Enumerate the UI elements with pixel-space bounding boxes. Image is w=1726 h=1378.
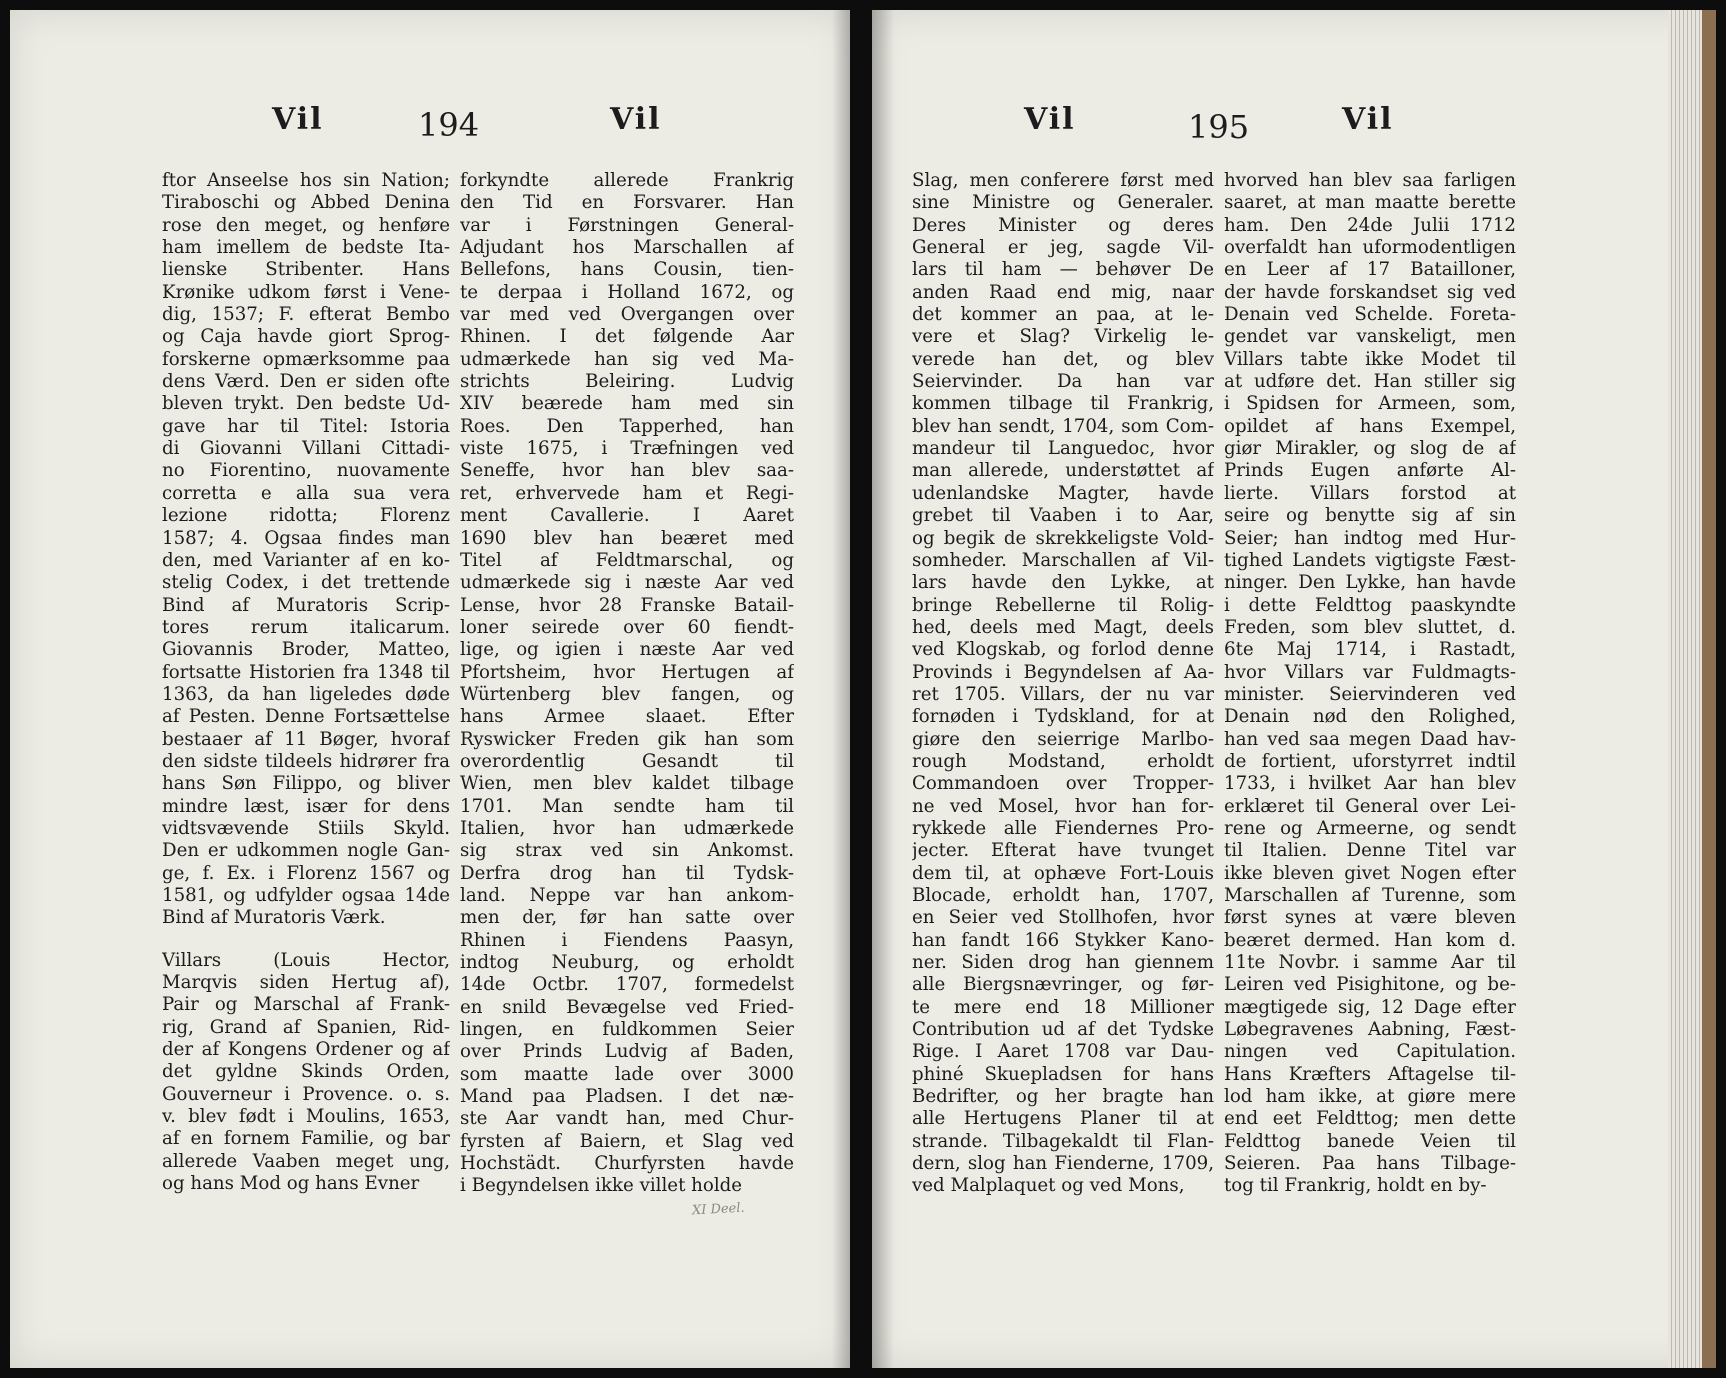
text-line: Bedrifter, og her bragte han <box>912 1086 1214 1108</box>
text-line: rig, Grand af Spanien, Rid- <box>162 1016 450 1038</box>
page-number: 194 <box>418 106 480 144</box>
text-line: somheder. Marschallen af Vil- <box>912 549 1214 571</box>
text-line: Seiervinder. Da han var <box>912 371 1214 393</box>
text-line: jecter. Efterat have tvunget <box>912 840 1214 862</box>
text-line: lienske Stribenter. Hans <box>162 259 450 281</box>
text-line: Lense, hvor 28 Franske Batail- <box>460 594 794 616</box>
page-edges <box>1668 10 1716 1368</box>
text-line: Gouverneur i Provence. o. s. <box>162 1083 450 1105</box>
text-line: dem til, at ophæve Fort-Louis <box>912 862 1214 884</box>
text-line: det kommer an paa, at le- <box>912 304 1214 326</box>
text-line: gave har til Titel: Istoria <box>162 415 450 437</box>
text-line: grebet til Vaaben i to Aar, <box>912 505 1214 527</box>
text-line: Marqvis siden Hertug af), <box>162 972 450 994</box>
text-line: beæret dermed. Han kom d. <box>1224 929 1516 951</box>
text-line: over Prinds Ludvig af Baden, <box>460 1041 794 1063</box>
text-line: Tiraboschi og Abbed Denina <box>162 192 450 214</box>
text-line: ret 1705. Villars, der nu var <box>912 683 1214 705</box>
text-line: tores rerum italicarum. <box>162 616 450 638</box>
paragraph-gap <box>162 930 450 950</box>
text-line: Seieren. Paa hans Tilbage- <box>1224 1153 1516 1175</box>
text-line: Feldttog banede Veien til <box>1224 1130 1516 1152</box>
text-line: ham imellem de bedste Ita- <box>162 237 450 259</box>
text-line: hvor Villars var Fuldmagts- <box>1224 661 1516 683</box>
header-right-word: Vil <box>610 102 662 137</box>
text-line: han fandt 166 Stykker Kano- <box>912 929 1214 951</box>
text-line: til Italien. Denne Titel var <box>1224 840 1516 862</box>
text-line: Denain nød den Rolighed, <box>1224 706 1516 728</box>
text-line: en Leer af 17 Batailloner, <box>1224 259 1516 281</box>
faded-footer-text: XI Deel. <box>691 1200 745 1219</box>
text-line: var med ved Overgangen over <box>460 304 794 326</box>
text-line: vidtsvævende Stiils Skyld. <box>162 817 450 839</box>
text-line: Villars (Louis Hector, <box>162 949 450 971</box>
text-line: forkyndte allerede Frankrig <box>460 170 794 191</box>
text-line: Rhinen i Fiendens Paasyn, <box>460 929 794 951</box>
text-line: ftor Anseelse hos sin Nation; <box>162 170 450 191</box>
text-line: Bellefons, hans Cousin, tien- <box>460 259 794 281</box>
spine-shadow <box>832 10 850 1368</box>
text-line: 6te Maj 1714, i Rastadt, <box>1224 639 1516 661</box>
text-line: erklæret til General over Lei- <box>1224 795 1516 817</box>
text-line: allerede Vaaben meget ung, <box>162 1150 450 1172</box>
text-line: Villars tabte ikke Modet til <box>1224 348 1516 370</box>
text-line: sig strax ved sin Ankomst. <box>460 840 794 862</box>
text-line: af en fornem Familie, og bar <box>162 1128 450 1150</box>
text-line: som maatte lade over 3000 <box>460 1063 794 1085</box>
spine-shadow <box>872 10 894 1368</box>
text-line: en Seier ved Stollhofen, hvor <box>912 907 1214 929</box>
text-line: rough Modstand, erholdt <box>912 750 1214 772</box>
text-line: lierte. Villars forstod at <box>1224 482 1516 504</box>
page-number: 195 <box>1188 108 1250 146</box>
text-line: lezione ridotta; Florenz <box>162 505 450 527</box>
text-line: 1581, og udfylder ogsaa 14de <box>162 885 450 906</box>
text-line: og begik de skrekkeligste Vold- <box>912 527 1214 549</box>
text-line: XIV beærede ham med sin <box>460 393 794 415</box>
text-line: ninger. Den Lykke, han havde <box>1224 572 1516 594</box>
text-line: Slag, men conferere først med <box>912 170 1214 191</box>
text-line: ge, f. Ex. i Florenz 1567 og <box>162 862 450 884</box>
text-line: vere et Slag? Virkelig le- <box>912 326 1214 348</box>
text-line: den sidste tildeels hidrører fra <box>162 750 450 772</box>
text-line: Leiren ved Pisighitone, og be- <box>1224 974 1516 996</box>
text-line: og Caja havde giort Sprog- <box>162 326 450 348</box>
text-line: 11te Novbr. i samme Aar til <box>1224 952 1516 974</box>
text-line: rene og Armeerne, og sendt <box>1224 817 1516 839</box>
text-line: 1701. Man sendte ham til <box>460 795 794 817</box>
text-line: verede han det, og blev <box>912 348 1214 370</box>
text-line: Hochstädt. Churfyrsten havde <box>460 1153 794 1175</box>
text-line: land. Neppe var han ankom- <box>460 885 794 906</box>
text-line: General er jeg, sagde Vil- <box>912 237 1214 259</box>
text-line: bleven trykt. Den bedste Ud- <box>162 393 450 415</box>
text-line: de fortient, uforstyrret indtil <box>1224 750 1516 772</box>
text-line: 1690 blev han beæret med <box>460 527 794 549</box>
text-line: no Fiorentino, nuovamente <box>162 460 450 482</box>
text-line: mindre læst, især for dens <box>162 795 450 817</box>
text-line: lars havde den Lykke, at <box>912 572 1214 594</box>
text-line: anden Raad end mig, naar <box>912 281 1214 303</box>
text-line: der af Kongens Ordener og af <box>162 1039 450 1061</box>
text-line: lars til ham — behøver De <box>912 259 1214 281</box>
page-header-195 <box>872 102 1716 148</box>
text-line: alle Biergsnævringer, og før- <box>912 974 1214 996</box>
text-line: lige, og igien i næste Aar ved <box>460 639 794 661</box>
text-line: corretta e alla sua vera <box>162 482 450 504</box>
text-line: i dette Feldttog paaskyndte <box>1224 594 1516 616</box>
text-line: 1587; 4. Ogsaa findes man <box>162 527 450 549</box>
text-line: Seier; han indtog med Hur- <box>1224 527 1516 549</box>
text-line: han ved saa megen Daad hav- <box>1224 728 1516 750</box>
text-line: alle Hertugens Planer til at <box>912 1108 1214 1130</box>
text-line: der havde forskandset sig ved <box>1224 281 1516 303</box>
text-line: og hans Mod og hans Evner <box>162 1173 420 1195</box>
text-line: først synes at være bleven <box>1224 907 1516 929</box>
text-line: te mere end 18 Millioner <box>912 996 1214 1018</box>
text-column-left-1 <box>162 170 450 1195</box>
text-line: hans Armee slaaet. Efter <box>460 706 794 728</box>
text-line: indtog Neuburg, og erholdt <box>460 952 794 974</box>
text-line: phiné Skuepladsen for hans <box>912 1063 1214 1085</box>
text-line: Titel af Feldtmarschal, og <box>460 549 794 571</box>
text-line: giøre den seierrige Marlbo- <box>912 728 1214 750</box>
text-line: ved Klogskab, og forlod denne <box>912 639 1214 661</box>
text-line: bringe Rebellerne til Rolig- <box>912 594 1214 616</box>
text-line: 1733, i hvilket Aar han blev <box>1224 773 1516 795</box>
text-line: Rige. I Aaret 1708 var Dau- <box>912 1041 1214 1063</box>
text-line: Würtenberg blev fangen, og <box>460 683 794 705</box>
text-line: i Spidsen for Armeen, som, <box>1224 393 1516 415</box>
text-line: fornøden i Tydskland, for at <box>912 706 1214 728</box>
text-line: end eet Feldttog; men dette <box>1224 1108 1516 1130</box>
text-line: Deres Minister og deres <box>912 214 1214 236</box>
text-line: fyrsten af Baiern, et Slag ved <box>460 1130 794 1152</box>
text-line: ret, erhvervede ham et Regi- <box>460 482 794 504</box>
text-line: ne ved Mosel, hvor han for- <box>912 795 1214 817</box>
text-line: Krønike udkom først i Vene- <box>162 281 450 303</box>
text-line: Denain ved Schelde. Foreta- <box>1224 304 1516 326</box>
text-line: Marschallen af Turenne, som <box>1224 885 1516 906</box>
text-line: Løbegravenes Aabning, Fæst- <box>1224 1019 1516 1041</box>
text-line: 1363, da han ligeledes døde <box>162 683 450 705</box>
text-line: den Tid en Forsvarer. Han <box>460 192 794 214</box>
right-page <box>872 10 1716 1368</box>
text-line: mægtigede sig, 12 Dage efter <box>1224 996 1516 1018</box>
text-line: hed, deels med Magt, deels <box>912 616 1214 638</box>
text-line: dig, 1537; F. efterat Bembo <box>162 304 450 326</box>
text-line: det gyldne Skinds Orden, <box>162 1061 450 1083</box>
text-line: Italien, hvor han udmærkede <box>460 817 794 839</box>
text-line: Contribution ud af det Tydske <box>912 1019 1214 1041</box>
text-line: te derpaa i Holland 1672, og <box>460 281 794 303</box>
text-line: var i Førstningen General- <box>460 214 794 236</box>
text-line: seire og benytte sig af sin <box>1224 505 1516 527</box>
text-column-left-2 <box>460 170 794 1198</box>
text-line: hans Søn Filippo, og bliver <box>162 773 450 795</box>
text-line: kommen tilbage til Frankrig, <box>912 393 1214 415</box>
text-line: sine Ministre og Generaler. <box>912 192 1214 214</box>
text-line: bestaaer af 11 Bøger, hvoraf <box>162 728 450 750</box>
text-line: overfaldt han uformodentligen <box>1224 237 1516 259</box>
text-line: Provinds i Begyndelsen af Aa- <box>912 661 1214 683</box>
text-line: Seneffe, hvor han blev saa- <box>460 460 794 482</box>
text-line: Bind af Muratoris Værk. <box>162 907 386 929</box>
text-line: Mand paa Pladsen. I det næ- <box>460 1086 794 1108</box>
text-line: udenlandske Magter, havde <box>912 482 1214 504</box>
text-line: man allerede, understøttet af <box>912 460 1214 482</box>
text-line: stelig Codex, i det trettende <box>162 572 450 594</box>
page-header-194 <box>10 102 850 148</box>
text-column-right-2 <box>1224 170 1516 1198</box>
text-line: tighed Landets vigtigste Fæst- <box>1224 549 1516 571</box>
book-cover-edge <box>1702 10 1716 1368</box>
text-line: v. blev født i Moulins, 1653, <box>162 1106 450 1128</box>
text-line: ved Malplaquet og ved Mons, <box>912 1175 1185 1197</box>
text-line: Ryswicker Freden gik han som <box>460 728 794 750</box>
text-line: ham. Den 24de Julii 1712 <box>1224 214 1516 236</box>
text-line: Blocade, erholdt han, 1707, <box>912 885 1214 906</box>
header-left-word: Vil <box>272 102 324 137</box>
text-line: rose den meget, og henføre <box>162 214 450 236</box>
text-line: Wien, men blev kaldet tilbage <box>460 773 794 795</box>
text-line: strichts Beleiring. Ludvig <box>460 371 794 393</box>
text-line: udmærkede han sig ved Ma- <box>460 348 794 370</box>
text-line: 14de Octbr. 1707, formedelst <box>460 974 794 996</box>
text-line: Den er udkommen nogle Gan- <box>162 840 450 862</box>
text-line: saaret, at man maatte berette <box>1224 192 1516 214</box>
text-line: ste Aar vandt han, med Chur- <box>460 1108 794 1130</box>
text-line: overordentlig Gesandt til <box>460 750 794 772</box>
text-line: loner seirede over 60 fiendt- <box>460 616 794 638</box>
text-line: minister. Seiervinderen ved <box>1224 683 1516 705</box>
text-line: Pfortsheim, hvor Hertugen af <box>460 661 794 683</box>
text-line: den, med Varianter af en ko- <box>162 549 450 571</box>
text-line: en snild Bevægelse ved Fried- <box>460 996 794 1018</box>
header-right-word: Vil <box>1342 102 1394 137</box>
text-line: i Begyndelsen ikke villet holde <box>460 1175 743 1197</box>
text-line: mandeur til Languedoc, hvor <box>912 438 1214 460</box>
left-page <box>10 10 850 1368</box>
text-line: Bind af Muratoris Scrip- <box>162 594 450 616</box>
text-line: ningen ved Capitulation. <box>1224 1041 1516 1063</box>
text-line: Prinds Eugen anførte Al- <box>1224 460 1516 482</box>
text-column-right-1 <box>912 170 1214 1198</box>
text-line: giør Mirakler, og slog de af <box>1224 438 1516 460</box>
text-line: di Giovanni Villani Cittadi- <box>162 438 450 460</box>
text-line: fortsatte Historien fra 1348 til <box>162 661 450 683</box>
text-line: tog til Frankrig, holdt en by- <box>1224 1175 1487 1197</box>
text-line: men der, før han satte over <box>460 907 794 929</box>
text-line: Hans Kræfters Aftagelse til- <box>1224 1063 1516 1085</box>
text-line: gendet var vanskeligt, men <box>1224 326 1516 348</box>
text-line: Pair og Marschal af Frank- <box>162 994 450 1016</box>
text-line: dens Værd. Den er siden ofte <box>162 371 450 393</box>
text-line: ner. Siden drog han giennem <box>912 952 1214 974</box>
text-line: forskerne opmærksomme paa <box>162 348 450 370</box>
text-line: Freden, som blev sluttet, d. <box>1224 616 1516 638</box>
text-line: lod ham ikke, at giøre mere <box>1224 1086 1516 1108</box>
text-line: Adjudant hos Marschallen af <box>460 237 794 259</box>
text-line: opildet af hans Exempel, <box>1224 415 1516 437</box>
text-line: Derfra drog han til Tydsk- <box>460 862 794 884</box>
text-line: at udføre det. Han stiller sig <box>1224 371 1516 393</box>
text-line: Commandoen over Tropper- <box>912 773 1214 795</box>
text-line: hvorved han blev saa farligen <box>1224 170 1516 191</box>
text-line: af Pesten. Denne Fortsættelse <box>162 706 450 728</box>
text-line: ment Cavallerie. I Aaret <box>460 505 794 527</box>
text-line: viste 1675, i Træfningen ved <box>460 438 794 460</box>
header-left-word: Vil <box>1024 102 1076 137</box>
text-line: ikke bleven givet Nogen efter <box>1224 862 1516 884</box>
text-line: Rhinen. I det følgende Aar <box>460 326 794 348</box>
text-line: dern, slog han Fienderne, 1709, <box>912 1153 1214 1175</box>
text-line: blev han sendt, 1704, som Com- <box>912 415 1214 437</box>
text-line: rykkede alle Fiendernes Pro- <box>912 817 1214 839</box>
text-line: Roes. Den Tapperhed, han <box>460 415 794 437</box>
text-line: udmærkede sig i næste Aar ved <box>460 572 794 594</box>
text-line: Giovannis Broder, Matteo, <box>162 639 450 661</box>
text-line: strande. Tilbagekaldt til Flan- <box>912 1130 1214 1152</box>
text-line: lingen, en fuldkommen Seier <box>460 1019 794 1041</box>
